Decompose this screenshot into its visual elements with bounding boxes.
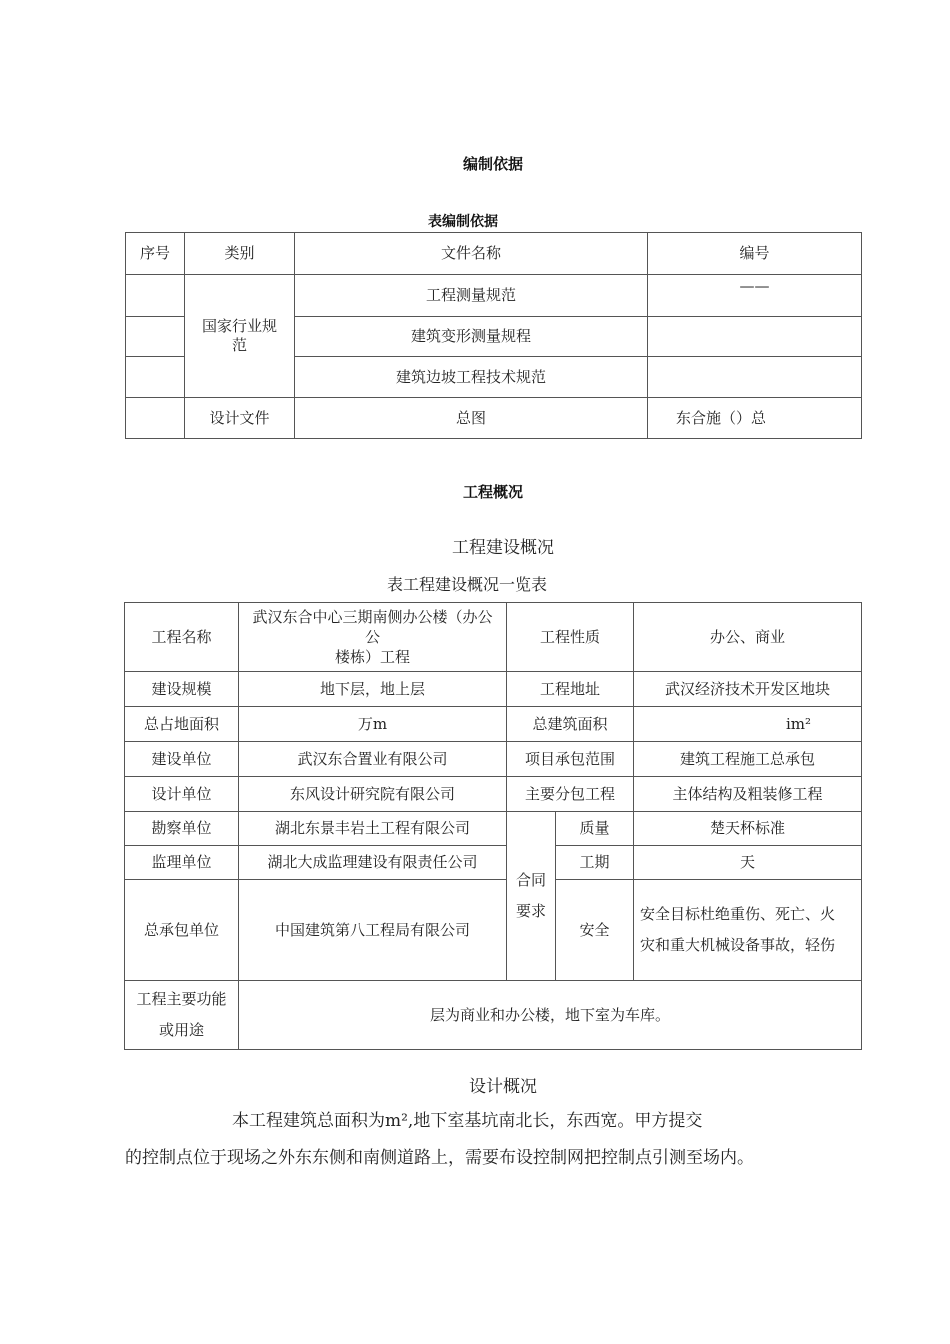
label-address: 工程地址 xyxy=(507,672,634,707)
category-national xyxy=(185,275,295,398)
project-name-line1: 武汉东合中心三期南侧办公楼（办公 xyxy=(252,608,493,626)
file-name-cell: 建筑变形测量规程 xyxy=(295,317,648,357)
section-title-overview: 工程概况 xyxy=(462,483,523,501)
label-contract-scope: 项目承包范围 xyxy=(507,742,634,777)
value-scale: 地下层，地上层 xyxy=(239,672,507,707)
label-land-area: 总占地面积 xyxy=(125,707,239,742)
section-title-basis: 编制依据 xyxy=(462,155,523,173)
design-category: 设计文件 xyxy=(185,398,295,439)
safety-line2: 灾和重大机械设备事故，轻伤 xyxy=(640,936,836,954)
value-address: 武汉经济技术开发区地块 xyxy=(634,672,862,707)
label-designer: 设计单位 xyxy=(125,777,239,812)
project-name-line3: 楼栋）工程 xyxy=(334,648,410,666)
value-land-area: 万m xyxy=(239,707,507,742)
contract-line1: 合同 xyxy=(515,871,546,889)
value-general-contractor: 中国建筑第八工程局有限公司 xyxy=(239,880,507,981)
file-name-cell: 工程测量规范 xyxy=(295,275,648,317)
paragraph-line2: 的控制点位于现场之外东东侧和南侧道路上，需要布设控制网把控制点引测至场内。 xyxy=(125,1148,754,1168)
code-cell xyxy=(648,317,862,357)
value-subcontract: 主体结构及粗装修工程 xyxy=(634,777,862,812)
table1-caption: 表编制依据 xyxy=(428,214,498,230)
label-duration: 工期 xyxy=(556,846,634,880)
value-owner: 武汉东合置业有限公司 xyxy=(239,742,507,777)
overview-table xyxy=(124,602,862,1050)
category-line1: 国家行业规 xyxy=(201,317,277,335)
category-line2: 范 xyxy=(231,336,247,354)
value-project-nature: 办公、商业 xyxy=(634,603,862,672)
label-project-name: 工程名称 xyxy=(125,603,239,672)
value-designer: 东风设计研究院有限公司 xyxy=(239,777,507,812)
file-name-cell: 总图 xyxy=(295,398,648,439)
code-cell xyxy=(648,357,862,398)
paragraph-line1: 本工程建筑总面积为m²,地下室基坑南北长，东西宽。甲方提交 xyxy=(232,1111,703,1131)
project-name-line2: 公 xyxy=(364,628,380,646)
label-general-contractor: 总承包单位 xyxy=(125,880,239,981)
label-project-nature: 工程性质 xyxy=(507,603,634,672)
value-survey: 湖北东景丰岩土工程有限公司 xyxy=(239,812,507,846)
value-building-area: im² xyxy=(634,707,862,742)
value-contract-scope: 建筑工程施工总承包 xyxy=(634,742,862,777)
value-supervisor: 湖北大成监理建设有限责任公司 xyxy=(239,846,507,880)
function-line1: 工程主要功能 xyxy=(136,990,227,1008)
function-line2: 或用途 xyxy=(158,1021,204,1039)
table-cell xyxy=(126,398,185,439)
header-index: 序号 xyxy=(126,233,185,275)
table-cell xyxy=(126,317,185,357)
value-project-name xyxy=(239,603,507,672)
safety-line1: 安全目标杜绝重伤、死亡、火 xyxy=(640,905,836,923)
label-building-area: 总建筑面积 xyxy=(507,707,634,742)
label-subcontract: 主要分包工程 xyxy=(507,777,634,812)
label-scale: 建设规模 xyxy=(125,672,239,707)
label-survey: 勘察单位 xyxy=(125,812,239,846)
code-cell: —— xyxy=(648,275,862,317)
label-owner: 建设单位 xyxy=(125,742,239,777)
subsection-title: 工程建设概况 xyxy=(452,538,554,558)
value-duration: 天 xyxy=(634,846,862,880)
label-quality: 质量 xyxy=(556,812,634,846)
table-cell xyxy=(126,357,185,398)
value-function: 层为商业和办公楼，地下室为车库。 xyxy=(239,981,862,1050)
basis-table xyxy=(125,232,862,439)
design-overview-title: 设计概况 xyxy=(469,1077,537,1097)
header-code: 编号 xyxy=(648,233,862,275)
contract-line2: 要求 xyxy=(515,902,546,920)
table2-caption: 表工程建设概况一览表 xyxy=(386,575,547,594)
label-supervisor: 监理单位 xyxy=(125,846,239,880)
label-function xyxy=(125,981,239,1050)
contract-requirements xyxy=(507,812,556,981)
label-safety: 安全 xyxy=(556,880,634,981)
table-cell xyxy=(126,275,185,317)
value-safety xyxy=(634,880,862,981)
header-category: 类别 xyxy=(185,233,295,275)
code-cell: 东合施（）总 xyxy=(648,398,862,439)
value-quality: 楚天杯标准 xyxy=(634,812,862,846)
header-file-name: 文件名称 xyxy=(295,233,648,275)
file-name-cell: 建筑边坡工程技术规范 xyxy=(295,357,648,398)
